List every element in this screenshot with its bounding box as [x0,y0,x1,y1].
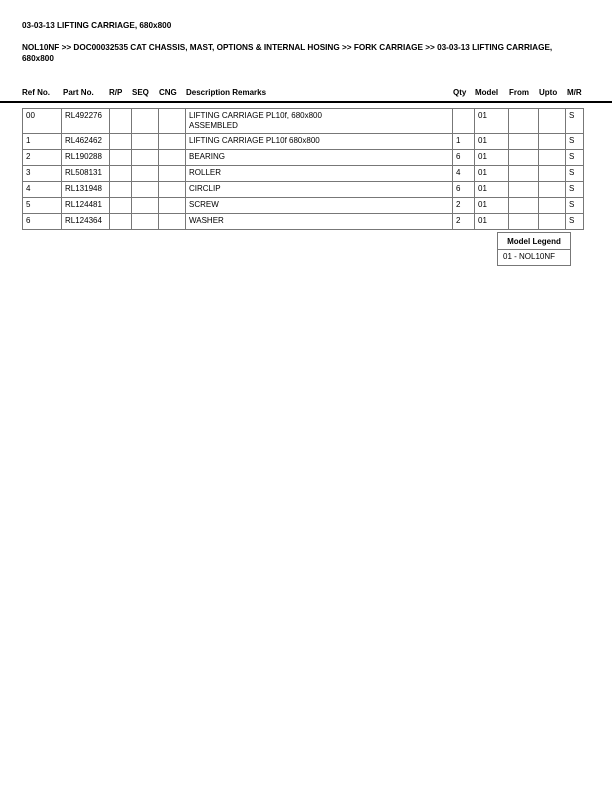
table-row [23,198,584,214]
part-number-cell: RL190288 [62,150,110,166]
mr-cell: S [566,214,584,230]
qty-cell: 2 [453,214,475,230]
rp-cell [110,150,132,166]
part-number-cell: RL124481 [62,198,110,214]
description-cell [186,109,453,134]
table-row [23,109,584,134]
qty-cell: 6 [453,182,475,198]
header-rp: R/P [109,88,123,97]
upto-cell [539,182,566,198]
header-divider [0,101,612,103]
qty-cell: 1 [453,134,475,150]
description-cell: CIRCLIP [186,182,453,198]
rp-cell [110,214,132,230]
ref-cell: 4 [23,182,62,198]
seq-cell [132,214,159,230]
from-cell [509,182,539,198]
model-legend [497,232,571,266]
cng-cell [159,182,186,198]
ref-cell: 3 [23,166,62,182]
rp-cell [110,198,132,214]
mr-cell: S [566,198,584,214]
part-number-cell: RL131948 [62,182,110,198]
upto-cell [539,109,566,134]
parts-table [22,108,584,230]
ref-cell: 5 [23,198,62,214]
upto-cell [539,150,566,166]
description-line: LIFTING CARRIAGE PL10f, 680x800 [189,111,322,120]
model-cell: 01 [475,198,509,214]
table-row [23,134,584,150]
description-cell: BEARING [186,150,453,166]
seq-cell [132,166,159,182]
model-cell: 01 [475,182,509,198]
from-cell [509,150,539,166]
header-description: Description Remarks [186,88,267,97]
seq-cell [132,182,159,198]
legend-entry: 01 - NOL10NF [503,252,556,261]
rp-cell [110,134,132,150]
cng-cell [159,166,186,182]
rp-cell [110,182,132,198]
table-row [23,182,584,198]
header-model: Model [475,88,499,97]
seq-cell [132,134,159,150]
seq-cell [132,198,159,214]
part-number-cell: RL462462 [62,134,110,150]
header-cng: CNG [159,88,177,97]
description-cell: WASHER [186,214,453,230]
header-mr: M/R [567,88,582,97]
description-line-2: ASSEMBLED [189,121,238,130]
header-from: From [509,88,529,97]
description-cell: ROLLER [186,166,453,182]
header-part-no: Part No. [63,88,94,97]
header-qty: Qty [453,88,467,97]
cng-cell [159,214,186,230]
model-cell: 01 [475,214,509,230]
description-cell: LIFTING CARRIAGE PL10f 680x800 [186,134,453,150]
upto-cell [539,134,566,150]
ref-cell: 00 [23,109,62,134]
from-cell [509,198,539,214]
from-cell [509,214,539,230]
legend-divider [498,249,570,250]
header-upto: Upto [539,88,558,97]
breadcrumb: NOL10NF >> DOC00032535 CAT CHASSIS, MAST, OPTIONS & INTERNAL HOSING >> FORK CARRIAGE >> 03-03-13 LIFTING CARRIAGE, 680x800 [22,43,553,63]
from-cell [509,109,539,134]
cng-cell [159,134,186,150]
qty-cell: 4 [453,166,475,182]
header-ref-no: Ref No. [22,88,50,97]
model-cell: 01 [475,150,509,166]
table-row [23,150,584,166]
upto-cell [539,166,566,182]
legend-title: Model Legend [507,237,561,246]
model-cell: 01 [475,109,509,134]
rp-cell [110,166,132,182]
rp-cell [110,109,132,134]
from-cell [509,166,539,182]
from-cell [509,134,539,150]
ref-cell: 1 [23,134,62,150]
part-number-cell: RL492276 [62,109,110,134]
table-row [23,214,584,230]
mr-cell: S [566,166,584,182]
mr-cell: S [566,109,584,134]
qty-cell [453,109,475,134]
page-title: 03-03-13 LIFTING CARRIAGE, 680x800 [22,21,172,30]
mr-cell: S [566,182,584,198]
mr-cell: S [566,150,584,166]
upto-cell [539,214,566,230]
model-cell: 01 [475,134,509,150]
seq-cell [132,150,159,166]
description-cell: SCREW [186,198,453,214]
seq-cell [132,109,159,134]
ref-cell: 2 [23,150,62,166]
cng-cell [159,198,186,214]
part-number-cell: RL124364 [62,214,110,230]
cng-cell [159,150,186,166]
qty-cell: 6 [453,150,475,166]
cng-cell [159,109,186,134]
table-row [23,166,584,182]
qty-cell: 2 [453,198,475,214]
part-number-cell: RL508131 [62,166,110,182]
ref-cell: 6 [23,214,62,230]
mr-cell: S [566,134,584,150]
upto-cell [539,198,566,214]
header-seq: SEQ [132,88,149,97]
model-cell: 01 [475,166,509,182]
